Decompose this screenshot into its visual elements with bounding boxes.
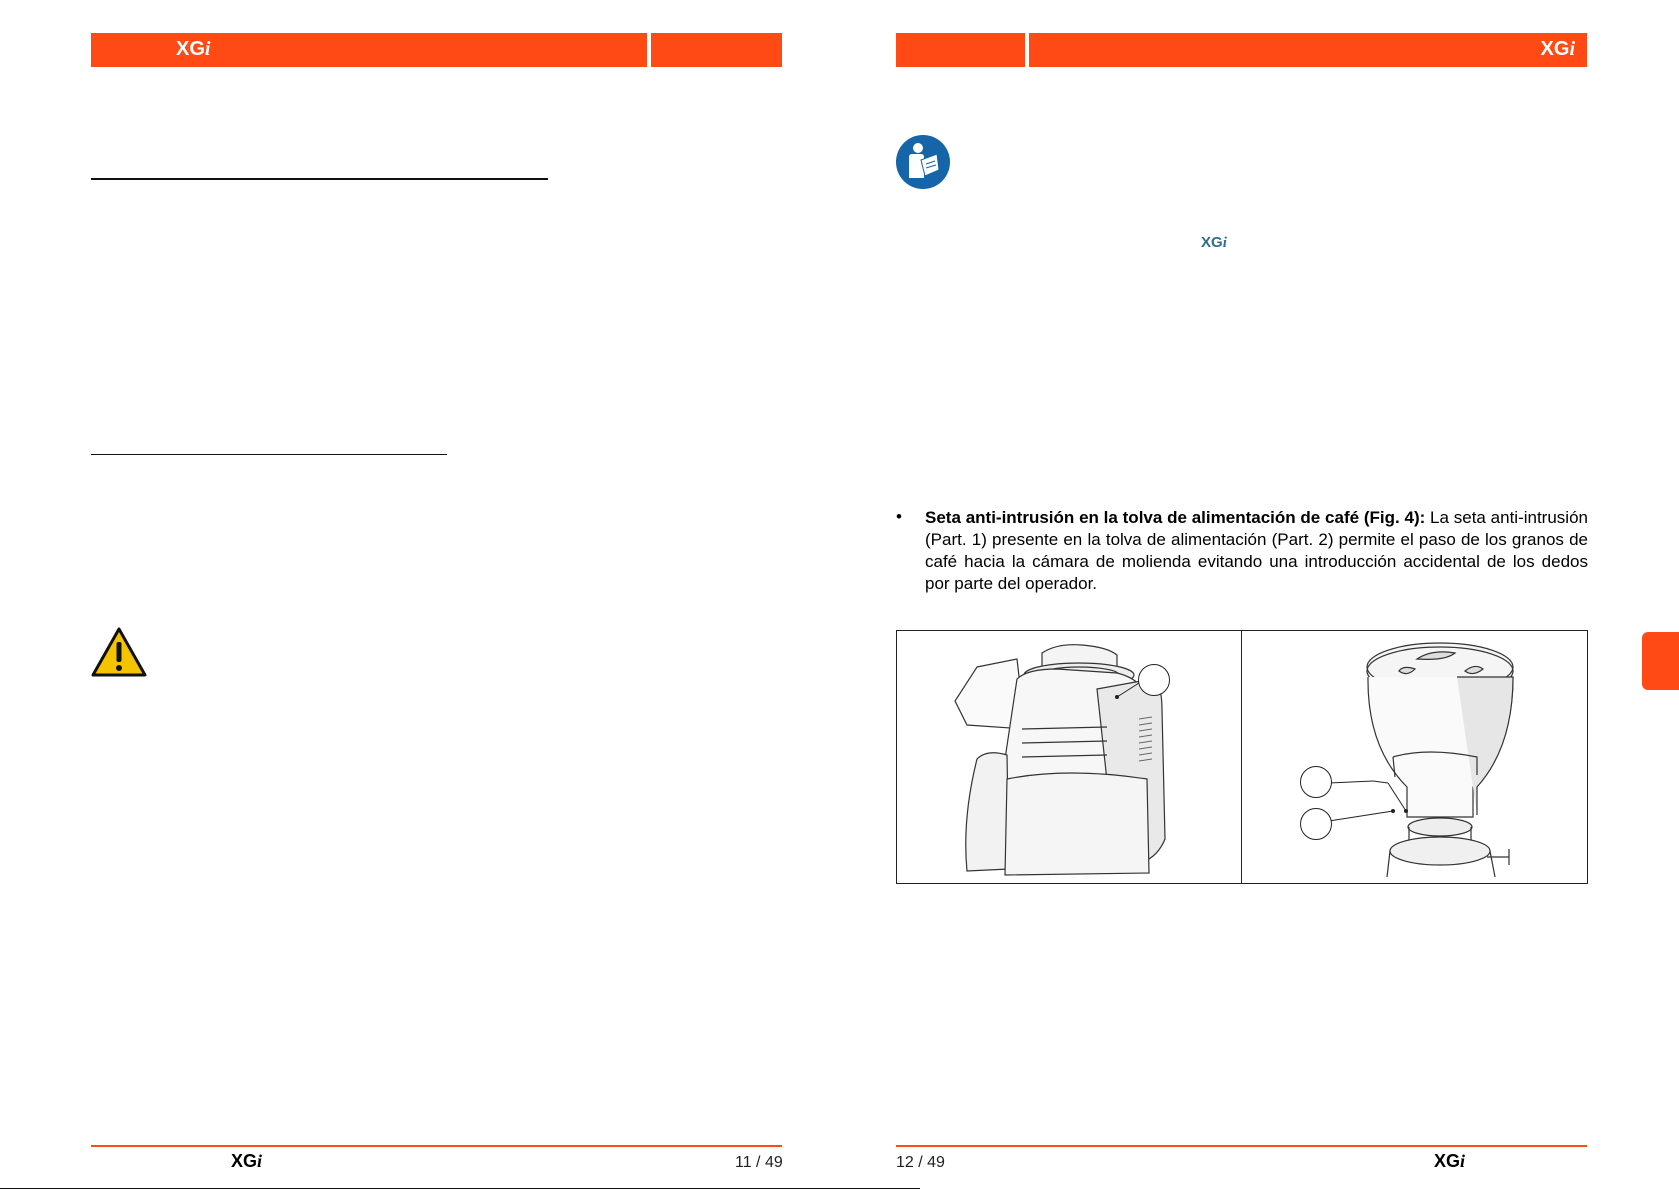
bullet-body: La seta anti-intrusión (Part. 1) presente en la tolva de alimentación (Part. 2) permite el paso de los granos de café hacia la cámara de molienda evitando una introducción accidental de los dedos por parte del operador.	[925, 508, 1588, 593]
bullet-bold-lead: Seta anti-intrusión en la tolva de alimentación de café (Fig. 4):	[925, 508, 1426, 527]
callout-circle-part-2	[1138, 664, 1170, 696]
right-footer-logo: XGi	[1434, 1151, 1466, 1171]
right-header-bar	[1029, 33, 1587, 67]
callout-circle-part-1	[1300, 766, 1332, 798]
left-header-bar	[91, 33, 647, 67]
bottom-edge-line	[0, 1188, 920, 1189]
right-page-number: 12 / 49	[896, 1154, 945, 1171]
figure-4	[896, 630, 1588, 884]
callout-circle-part-2b	[1300, 808, 1332, 840]
left-section-rule-1	[91, 178, 548, 180]
callout-line-part-2	[897, 631, 1241, 883]
left-footer-logo: XGi	[231, 1151, 263, 1171]
left-header-logo: XGi	[176, 38, 211, 60]
left-header-tab	[651, 33, 782, 67]
callout-lines-hopper	[1241, 631, 1587, 883]
bullet-paragraph	[925, 507, 1588, 595]
right-footer-rule	[896, 1145, 1587, 1147]
left-section-rule-2	[91, 454, 447, 455]
right-header-logo: XGi	[1540, 38, 1575, 60]
inline-logo: XGi	[1201, 234, 1227, 251]
bullet-symbol: •	[896, 507, 902, 526]
side-section-tab	[1642, 632, 1679, 690]
right-header-tab	[896, 33, 1025, 67]
left-page-number: 11 / 49	[735, 1154, 783, 1171]
read-manual-icon	[895, 134, 951, 190]
left-footer-rule	[91, 1145, 782, 1147]
warning-icon	[90, 626, 148, 678]
